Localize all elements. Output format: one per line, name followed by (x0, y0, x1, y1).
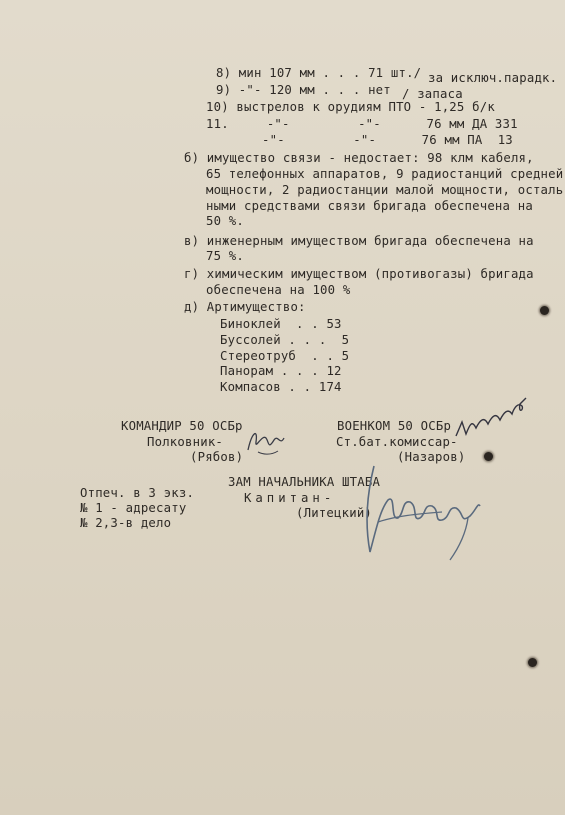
artillery-item-panoramas: Панорам . . . 12 (220, 364, 342, 378)
section-v-line-2: 75 %. (206, 249, 245, 263)
punch-hole (528, 658, 537, 667)
section-d-title: д) Артимущество: (184, 300, 306, 314)
commander-signature (244, 420, 290, 460)
commander-rank: Полковник- (147, 435, 224, 449)
artillery-item-binoculars: Биноклей . . 53 (220, 317, 342, 331)
artillery-item-stereotubes: Стереотруб . . 5 (220, 349, 350, 363)
artillery-item-compasses-bussol: Буссолей . . . 5 (220, 333, 350, 347)
item-9-note: / запаса (402, 87, 463, 101)
section-v-line-1: в) инженерным имуществом бригада обеспечена на (184, 234, 534, 248)
artillery-item-compasses: Компасов . . 174 (220, 380, 342, 394)
distribution-copies: Отпеч. в 3 экз. (80, 486, 195, 500)
item-8-note: за исключ.парадк. (428, 71, 558, 85)
item-11-cont: -"- -"- 76 мм ПА 13 (262, 133, 513, 147)
commissar-signature (452, 394, 532, 444)
deputy-chief-signature (356, 460, 486, 570)
punch-hole (484, 452, 493, 461)
section-g-line-2: обеспечена на 100 % (206, 283, 351, 297)
section-b-line-1: б) имущество связи - недостает: 98 клм кабеля, (184, 151, 534, 165)
item-9: 9) -"- 120 мм . . . нет (216, 83, 391, 97)
item-8: 8) мин 107 мм . . . 71 шт./ (216, 66, 422, 80)
commissar-name: (Назаров) (397, 450, 466, 464)
section-g-line-1: г) химическим имуществом (противогазы) бригада (184, 267, 534, 281)
punch-hole (540, 306, 549, 315)
section-b-line-3: мощности, 2 радиостанции малой мощности, осталь (206, 183, 564, 197)
section-b-line-5: 50 %. (206, 214, 245, 228)
deputy-chief-title: ЗАМ НАЧАЛЬНИКА ШТАБА (228, 475, 381, 489)
commander-name: (Рябов) (190, 450, 244, 464)
distribution-copy-1: № 1 - адресату (80, 501, 187, 515)
item-10: 10) выстрелов к орудиям ПТО - 1,25 б/к (206, 100, 495, 114)
item-11: 11. -"- -"- 76 мм ДА 331 (206, 117, 518, 131)
deputy-chief-rank: Капитан- (244, 491, 336, 505)
commissar-title: ВОЕНКОМ 50 ОСБр (337, 419, 452, 433)
commissar-rank: Ст.бат.комиссар- (336, 435, 458, 449)
deputy-chief-name: (Литецкий) (296, 506, 373, 520)
commander-title: КОМАНДИР 50 ОСБр (121, 419, 243, 433)
distribution-copy-2-3: № 2,3-в дело (80, 516, 172, 530)
section-b-line-2: 65 телефонных аппаратов, 9 радиостанций средней (206, 167, 564, 181)
section-b-line-4: ными средствами связи бригада обеспечена на (206, 199, 533, 213)
